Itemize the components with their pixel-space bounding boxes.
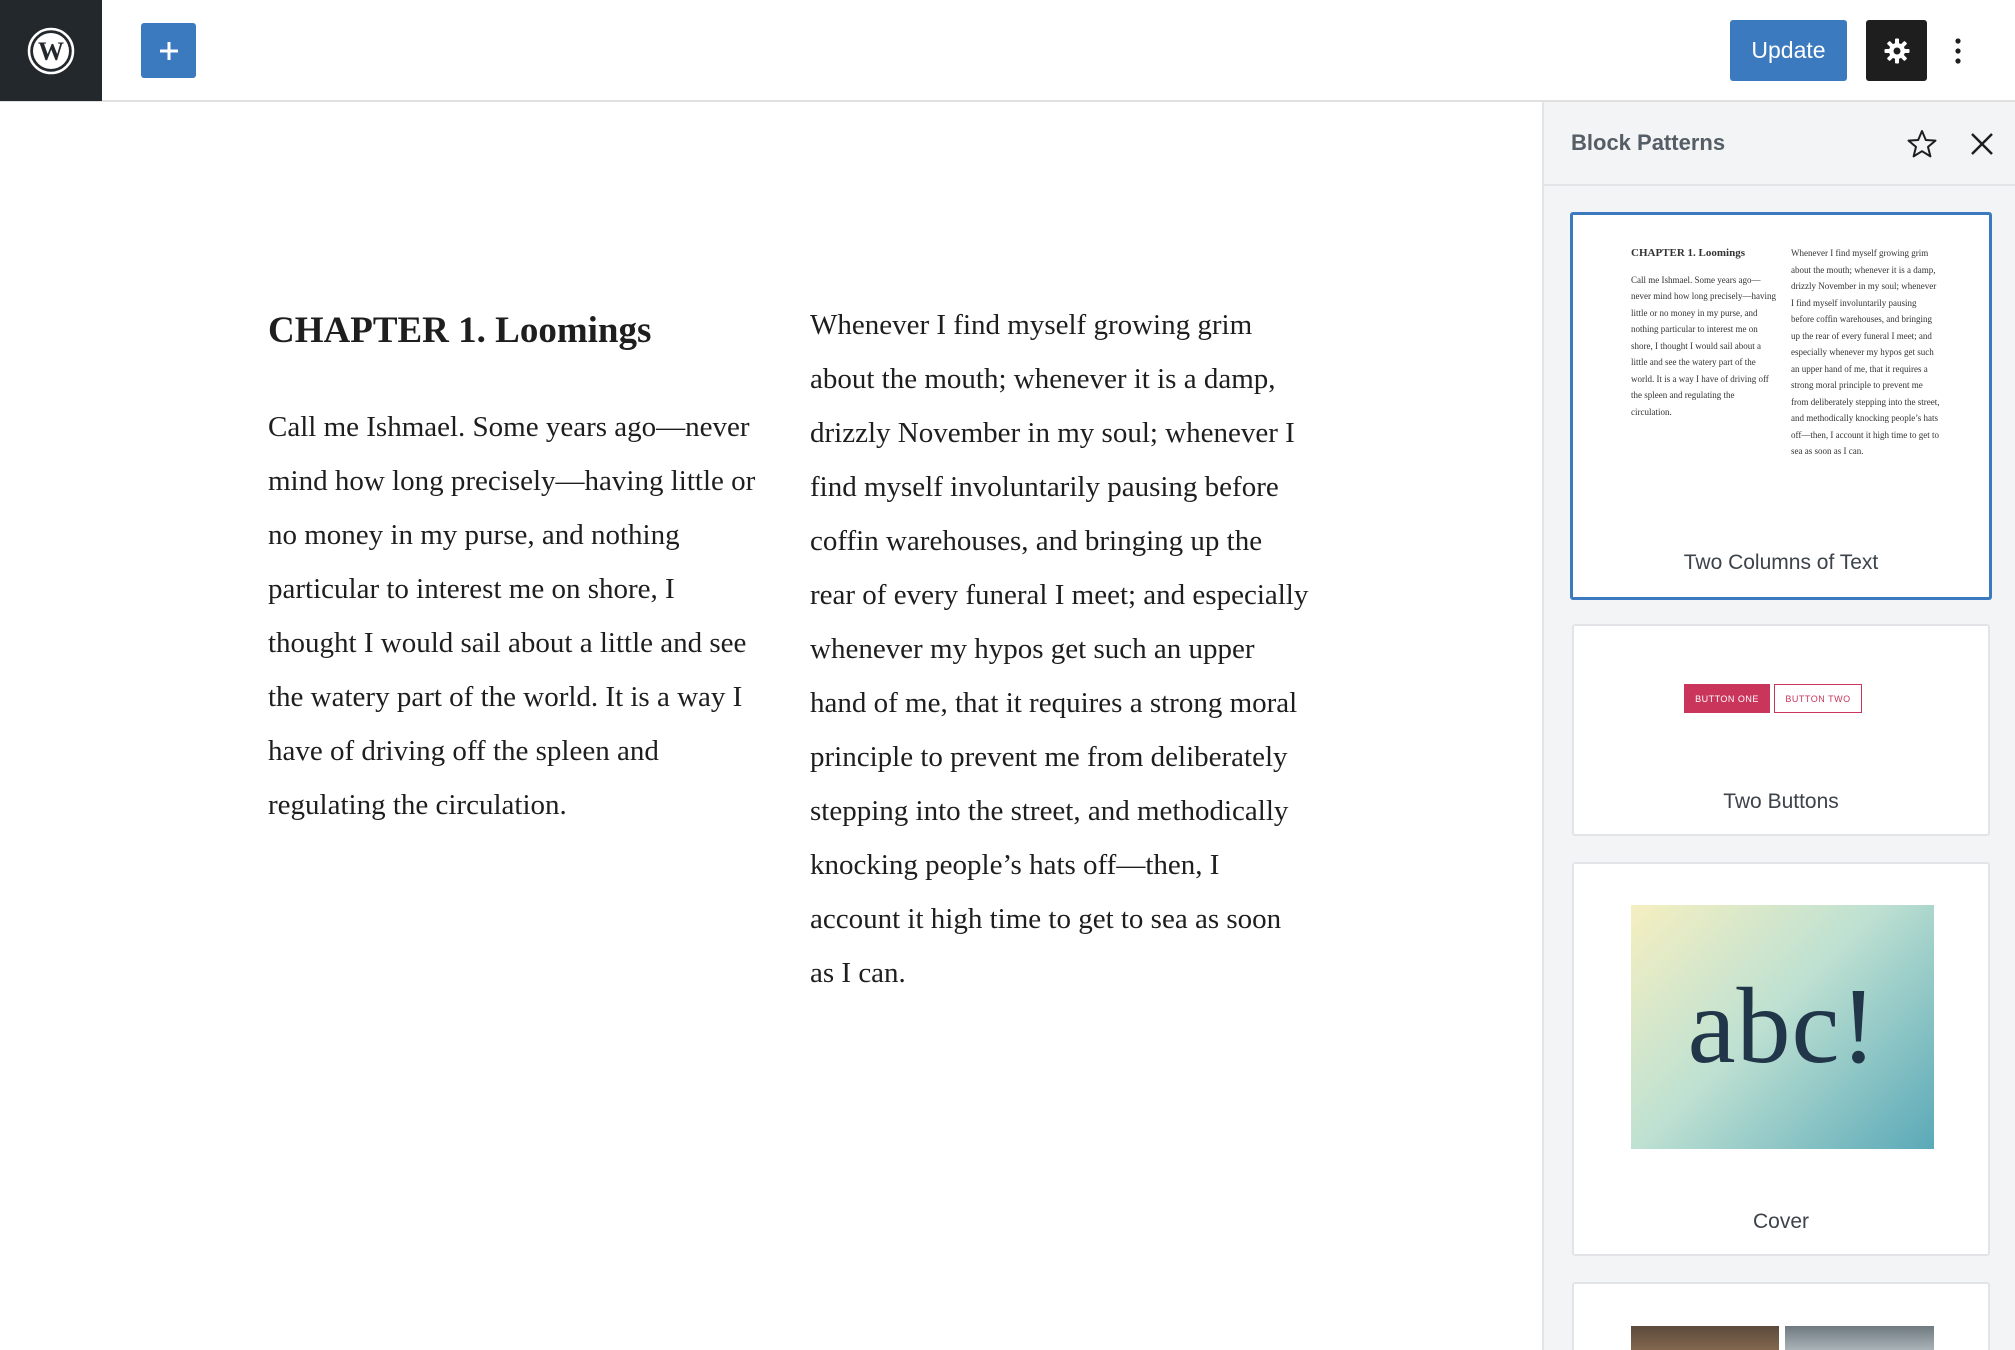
pattern-gallery[interactable] xyxy=(1572,1282,1990,1350)
preview-button-one: BUTTON ONE xyxy=(1684,684,1770,713)
gear-icon xyxy=(1883,37,1911,65)
pattern-two-columns-of-text[interactable] xyxy=(1570,212,1992,600)
star-icon xyxy=(1906,128,1938,160)
paragraph-left[interactable]: Call me Ishmael. Some years ago—never mind how long precisely—having little or no money in my purse, and nothing particular to interest me on shore, I thought I would sail about a little and see the watery part of the world. It is a way I have of driving off the spleen and regulating the circulation. xyxy=(268,411,756,821)
editor-header xyxy=(0,0,2015,102)
pattern-preview-heading: CHAPTER 1. Loomings xyxy=(1631,247,1745,259)
update-button[interactable]: Update xyxy=(1730,20,1847,81)
wordpress-logo-button[interactable] xyxy=(0,0,102,101)
pattern-label: Cover xyxy=(1752,1210,1810,1233)
sidebar-title: Block Patterns xyxy=(1571,130,1726,155)
wordpress-logo-icon xyxy=(26,26,76,76)
cover-text: abc! xyxy=(1687,967,1878,1086)
pattern-label: Two Buttons xyxy=(1723,790,1839,813)
pattern-cover[interactable] xyxy=(1572,862,1990,1256)
gallery-image xyxy=(1785,1326,1934,1350)
svg-text:W: W xyxy=(38,36,64,66)
editor-canvas[interactable] xyxy=(0,102,1542,1350)
pattern-preview-right: Whenever I find myself growing grim about the mouth; whenever it is a damp, drizzly November in my soul; whenever I find myself involuntarily pausing before coffin warehouses, and bringing up the rear of every funeral I meet; and especially whenever my hypos get such an upper hand of me, that it requires a strong moral principle to prevent me from deliberately stepping into the street, and methodically knocking people’s hats off—then, I account it high time to get to sea as soon as I can. xyxy=(1791,248,1940,456)
paragraph-right[interactable]: Whenever I find myself growing grim about the mouth; whenever it is a damp, drizzly November in my soul; whenever I find myself involuntarily pausing before coffin warehouses, and bringing up the rear of every funeral I meet; and especially whenever my hypos get such an upper hand of me, that it requires a strong moral principle to prevent me from deliberately stepping into the street, and methodically knocking people’s hats off—then, I account it high time to get to sea as soon as I can. xyxy=(810,309,1309,989)
pattern-preview-cover xyxy=(1631,905,1934,1149)
close-sidebar-button[interactable] xyxy=(1962,124,2002,164)
pattern-label: Two Columns of Text xyxy=(1683,551,1879,574)
pattern-preview-left xyxy=(1631,245,1777,420)
column-left[interactable] xyxy=(268,298,768,832)
pin-sidebar-button[interactable] xyxy=(1902,124,1942,164)
sidebar-header xyxy=(1544,102,2015,186)
column-right[interactable] xyxy=(810,298,1310,1000)
settings-button[interactable] xyxy=(1866,20,1927,81)
chapter-heading[interactable]: CHAPTER 1. Loomings xyxy=(268,310,652,351)
close-icon xyxy=(1968,130,1996,158)
plus-icon xyxy=(157,39,181,63)
add-block-button[interactable] xyxy=(141,23,196,78)
vertical-ellipsis-icon xyxy=(1954,37,1962,65)
more-tools-button[interactable] xyxy=(1940,20,1976,81)
gallery-image xyxy=(1631,1326,1779,1350)
pattern-preview-left-text: Call me Ishmael. Some years ago—never mind how long precisely—having little or no money in my purse, and nothing particular to interest me on shore, I thought I would sail about a little and see the watery part of the world. It is a way I have of driving off the spleen and regulating the circulation. xyxy=(1631,274,1776,417)
preview-button-two: BUTTON TWO xyxy=(1774,684,1862,713)
pattern-two-buttons[interactable] xyxy=(1572,624,1990,836)
block-patterns-sidebar xyxy=(1542,102,2015,1350)
pattern-preview-buttons xyxy=(1684,684,1862,713)
